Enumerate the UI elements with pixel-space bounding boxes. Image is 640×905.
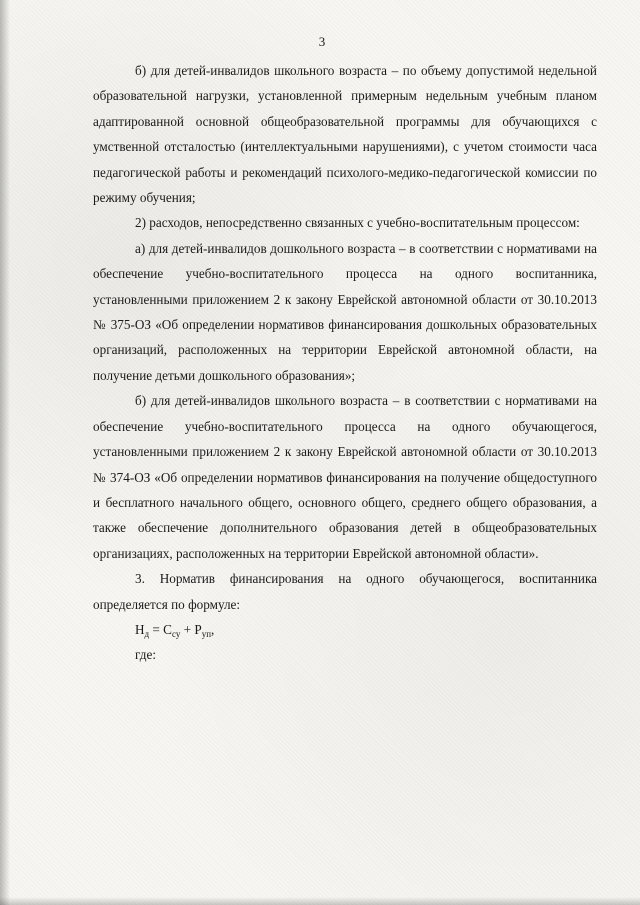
formula-term-1: С [163, 621, 172, 637]
paragraph-2-expenses: 2) расходов, непосредственно связанных с учебно-воспитательным процессом: [135, 215, 580, 231]
paragraph-3-norm: 3. Норматив финансирования на одного обучающегося, воспитанника определяется по формуле: [93, 571, 597, 612]
formula-plus: + [180, 621, 195, 637]
formula-term-2-sub: уп [201, 628, 212, 639]
formula-end: , [211, 621, 215, 637]
scan-shadow-left [0, 0, 10, 905]
page-number: 3 [318, 34, 326, 49]
formula-term-2: Р [194, 621, 202, 637]
paragraph-2a-preschool: а) для детей-инвалидов дошкольного возраста – в соответствии с нормативами на обеспечение учебно-воспитательного процесса на одного воспитанника, установленными приложением 2 к закону Еврейской автономной области от 30.10.2013 № 375-ОЗ «Об определении нормативов финансирования дошкольных образовательных организаций, расположенных на территории Еврейской автономной области, на получение детьми дошкольного образования»; [93, 240, 597, 383]
formula [93, 617, 597, 642]
formula-eq: = [149, 621, 164, 637]
paragraph-2b-school: б) для детей-инвалидов школьного возраста – в соответствии с нормативами на обеспечение учебно-воспитательного процесса на одного обучающегося, установленными приложением 2 к закону Еврейской автономной области от 30.10.2013 № 374-ОЗ «Об определении нормативов финансирования на получение общедоступного и бесплатного начального общего, основного общего, среднего общего образования, а также обеспечение дополнительного образования детей в общеобразовательных организациях, расположенных на территории Еврейской автономной области». [93, 393, 597, 561]
where-label: где: [135, 647, 156, 663]
document-body [93, 58, 597, 668]
paragraph-1b-school: б) для детей-инвалидов школьного возраста – по объему допустимой недельной образовательной нагрузки, установленной примерным недельным учебным планом адаптированной основной общеобразовательной программы для обучающихся с умственной отсталостью (интеллектуальными нарушениями), с учетом стоимости часа педагогической работы и рекомендаций психолого-медико-педагогической комиссии по режиму обучения; [93, 63, 597, 206]
scan-shadow-bottom [0, 897, 640, 905]
formula-lhs: Н [135, 621, 145, 637]
formula-lhs-sub: д [144, 628, 150, 639]
formula-term-1-sub: су [171, 628, 181, 639]
